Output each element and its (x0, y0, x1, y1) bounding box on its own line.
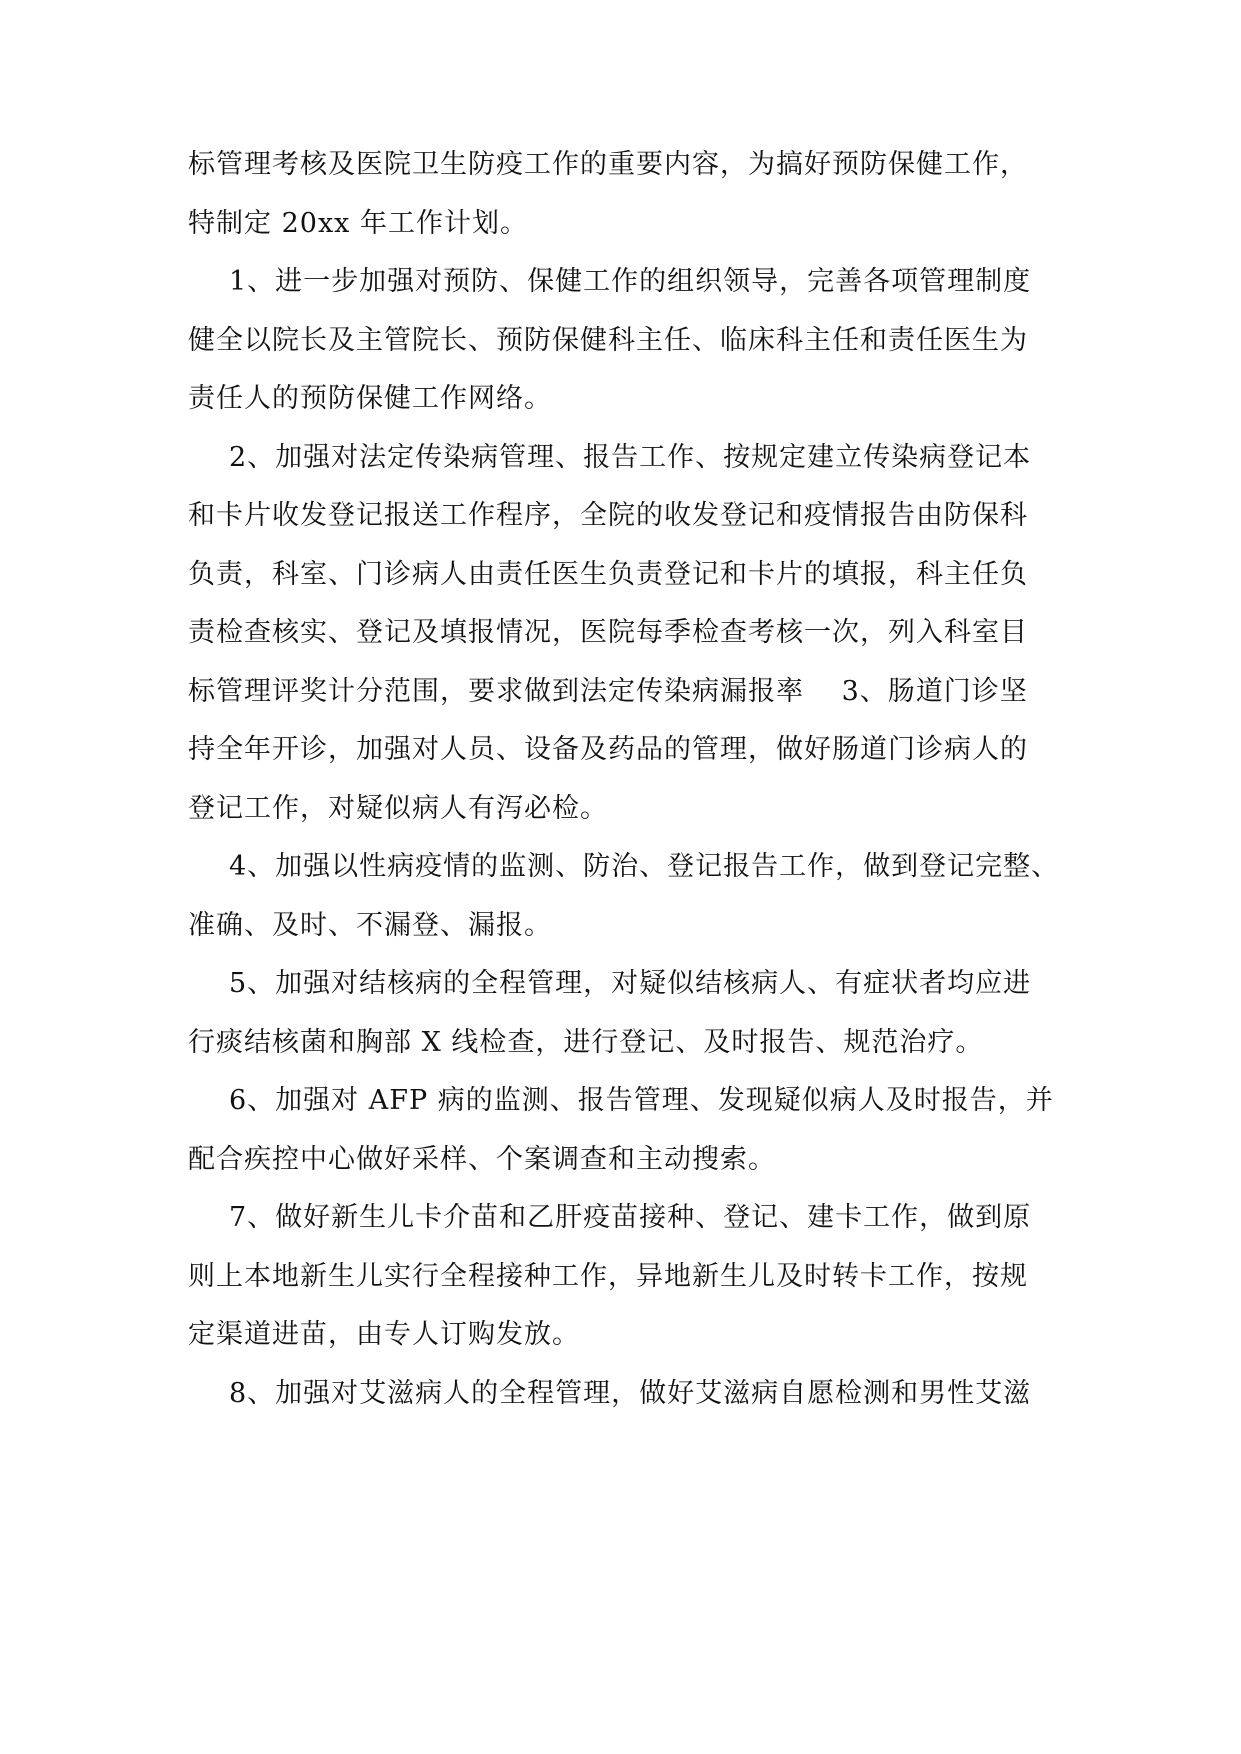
text-line-10: 标管理评奖计分范围，要求做到法定传染病漏报率 3、肠道门诊坚 (188, 676, 1028, 707)
text-line-22: 8、加强对艾滋病人的全程管理，做好艾滋病自愿检测和男性艾滋 (229, 1378, 1032, 1409)
text-line-11: 持全年开诊，加强对人员、设备及药品的管理，做好肠道门诊病人的 (188, 734, 1028, 765)
text-line-4: 健全以院长及主管院长、预防保健科主任、临床科主任和责任医生为 (188, 325, 1028, 356)
text-line-1: 标管理考核及医院卫生防疫工作的重要内容，为搞好预防保健工作， (188, 149, 1028, 180)
text-line-21: 定渠道进苗，由专人订购发放。 (188, 1319, 580, 1350)
text-line-14: 准确、及时、不漏登、漏报。 (188, 910, 552, 941)
text-line-19: 7、做好新生儿卡介苗和乙肝疫苗接种、登记、建卡工作，做到原 (229, 1202, 1032, 1233)
text-line-18: 配合疾控中心做好采样、个案调查和主动搜索。 (188, 1144, 776, 1175)
text-line-3: 1、进一步加强对预防、保健工作的组织领导，完善各项管理制度 (229, 266, 1032, 297)
text-line-8: 负责，科室、门诊病人由责任医生负责登记和卡片的填报，科主任负 (188, 559, 1028, 590)
text-line-2: 特制定 20xx 年工作计划。 (188, 208, 528, 239)
text-line-6: 2、加强对法定传染病管理、报告工作、按规定建立传染病登记本 (229, 442, 1032, 473)
text-line-17: 6、加强对 AFP 病的监测、报告管理、发现疑似病人及时报告，并 (229, 1085, 1054, 1116)
text-line-7: 和卡片收发登记报送工作程序，全院的收发登记和疫情报告由防保科 (188, 500, 1028, 531)
text-line-13: 4、加强以性病疫情的监测、防治、登记报告工作，做到登记完整、 (229, 851, 1060, 882)
text-line-20: 则上本地新生儿实行全程接种工作，异地新生儿及时转卡工作，按规 (188, 1261, 1028, 1292)
text-line-9: 责检查核实、登记及填报情况，医院每季检查考核一次，列入科室目 (188, 617, 1028, 648)
text-line-15: 5、加强对结核病的全程管理，对疑似结核病人、有症状者均应进 (229, 968, 1032, 999)
text-line-5: 责任人的预防保健工作网络。 (188, 383, 552, 414)
text-line-12: 登记工作，对疑似病人有泻必检。 (188, 793, 608, 824)
text-line-16: 行痰结核菌和胸部 X 线检查，进行登记、及时报告、规范治疗。 (188, 1027, 984, 1058)
